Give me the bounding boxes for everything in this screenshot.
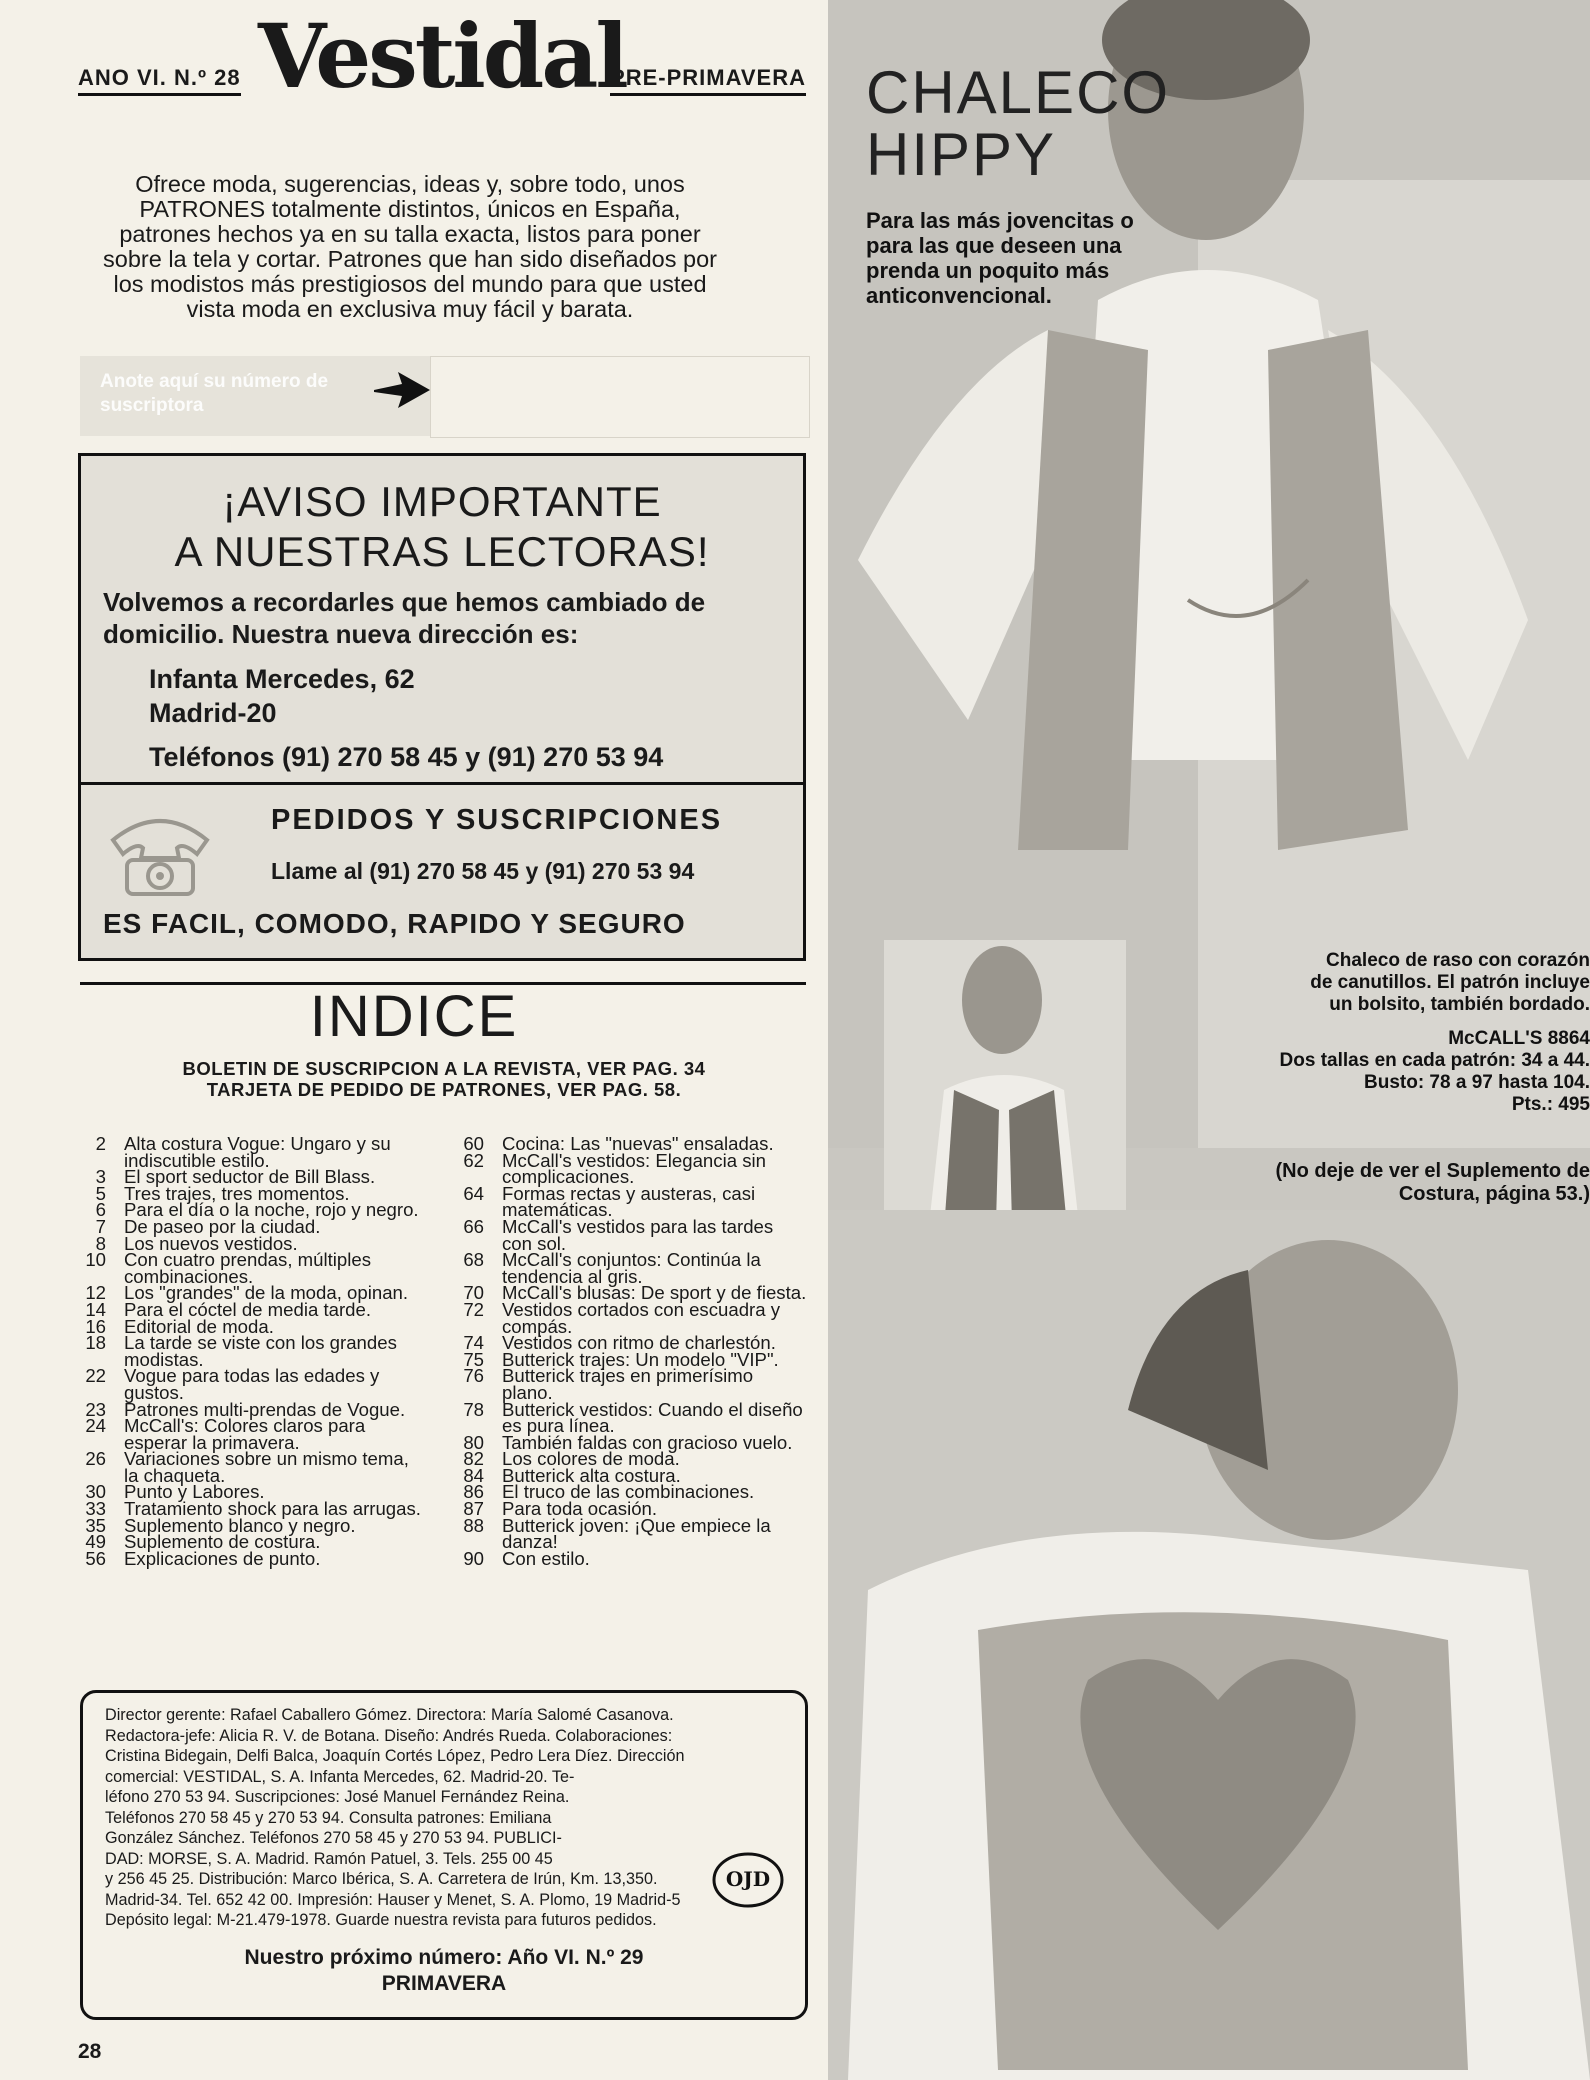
index-entry-page: 76 [463,1365,484,1387]
index-entry-page: 12 [85,1282,106,1304]
index-entry-page: 72 [463,1298,484,1320]
index-entry-text: De paseo por la ciudad. [124,1215,321,1237]
index-entry [456,1249,808,1287]
notice-phones: Teléfonos (91) 270 58 45 y (91) 270 53 94 [149,742,664,772]
index-entry-text: Vestidos cortados con escuadra y compás. [502,1298,781,1337]
index-entry-page: 84 [463,1464,484,1486]
supplement-note-line-2: Costura, página 53.) [1398,1183,1590,1205]
index-entry-text: Formas rectas y austeras, casi matemáticas. [502,1182,756,1221]
index-entry-text: La tarde se viste con los grandes modistas. [124,1332,397,1370]
index-entry-page: 60 [463,1133,484,1154]
feature-title-line-2: HIPPY [866,121,1057,188]
address-street: Infanta Mercedes, 62 [149,664,415,694]
index-entry-page: 30 [85,1481,106,1503]
index-column-1 [78,1133,428,1569]
index-entry-text: El sport seductor de Bill Blass. [124,1166,376,1188]
pattern-bust: Busto: 78 a 97 hasta 104. [1364,1072,1590,1093]
credits-line: Director gerente: Rafael Caballero Gómez. Directora: María Salomé Casanova. [105,1706,674,1724]
credits-line: Teléfonos 270 58 45 y 270 53 94. Consulta patrones: Emiliana [105,1808,552,1827]
index-entry-text: Cocina: Las "nuevas" ensaladas. [502,1133,774,1154]
index-entry-page: 75 [463,1348,484,1370]
index-entry-page: 78 [463,1398,484,1420]
index-entry-text: Los "grandes" de la moda, opinan. [124,1282,409,1304]
index-entry-text: Butterick vestidos: Cuando el diseño es pura línea. [502,1398,803,1437]
credits-line: González Sánchez. Teléfonos 270 58 45 y 270 53 94. PUBLICI- [105,1829,562,1847]
index-entry-text: Butterick alta costura. [502,1464,681,1486]
index-entry-page: 22 [85,1365,106,1387]
credits-lines [105,1705,783,1931]
ojd-seal-icon [711,1851,785,1909]
notice-title-1: ¡AVISO IMPORTANTE [222,478,662,525]
index-entry [78,1133,428,1171]
index-entry-page: 74 [463,1332,484,1354]
caption-line-1: Chaleco de raso con corazón [1326,950,1590,971]
index-entry-text: Con cuatro prendas, múltiples combinaciones. [124,1249,372,1287]
credits-line: Depósito legal: M-21.479-1978. Guarde nuestra revista para futuros pedidos. [105,1911,657,1929]
notice-title-2: A NUESTRAS LECTORAS! [174,528,710,575]
season-label: PRE-PRIMAVERA [610,65,806,96]
arrow-right-icon [372,368,432,412]
index-entry-text: Punto y Labores. [124,1481,265,1503]
supplement-note-line-1: (No deje de ver el Suplemento de [1275,1160,1590,1182]
index-entry-page: 10 [85,1249,106,1271]
index-entry-page: 14 [85,1298,106,1320]
pattern-price: Pts.: 495 [1511,1094,1590,1115]
credits-line: léfono 270 53 94. Suscripciones: José Manuel Fernández Reina. [105,1788,570,1806]
index-entry-text: Butterick joven: ¡Que empiece la danza! [502,1514,771,1553]
index-entry-page: 88 [463,1514,484,1536]
notice-divider [81,782,803,785]
index-entry-page: 87 [463,1498,484,1520]
index-entry-page: 90 [463,1547,484,1569]
index-entry-page: 86 [463,1481,484,1503]
orders-heading: PEDIDOS Y SUSCRIPCIONES [271,804,723,836]
index-entry-page: 7 [95,1215,106,1237]
caption-line-2: de canutillos. El patrón incluye [1310,972,1590,993]
index-entry-text: Butterick trajes en primerísimo plano. [502,1365,754,1403]
index-entry [78,1332,428,1370]
index-entry-page: 49 [85,1531,106,1553]
index-entry [456,1298,808,1337]
credits-line: comercial: VESTIDAL, S. A. Infanta Mercedes, 62. Madrid-20. Te- [105,1767,575,1786]
index-entry-text: Suplemento de costura. [124,1531,321,1553]
notice-address [149,662,415,730]
address-city: Madrid-20 [149,698,277,728]
index-entry-page: 24 [85,1415,106,1437]
index-entry [456,1182,808,1221]
feature-subtitle: Para las más jovencitas o para las que deseen una prenda un poquito más anticonvencional. [866,208,1134,308]
index-entry-page: 18 [85,1332,106,1354]
index-entry-text: Suplemento blanco y negro. [124,1514,356,1536]
index-entry-text: Para el cóctel de media tarde. [124,1298,372,1320]
credits-box [80,1690,808,2020]
index-entry-text: Editorial de moda. [124,1315,274,1337]
masthead [78,4,806,108]
pattern-sizes: Dos tallas en cada patrón: 34 a 44. [1279,1050,1590,1071]
index-entry-page: 2 [95,1133,106,1154]
credits-line: DAD: MORSE, S. A. Madrid. Ramón Patuel, 3. Tels. 255 00 45 [105,1849,553,1868]
index-entry-page: 16 [85,1315,106,1337]
index-entry-text: Vestidos con ritmo de charlestón. [502,1332,776,1354]
intro-text: Ofrece moda, sugerencias, ideas y, sobre todo, unos PATRONES totalmente distintos, únicos en España, patrones hechos ya en su talla exacta, listos para poner sobre la tela y cortar. Patrones que han sido diseñados por los modistos más prestigiosos del mundo para que usted vista moda en exclusiva muy fácil y barata. [103,171,717,322]
index-entry-page: 5 [95,1182,106,1204]
index-entry [78,1365,428,1403]
important-notice [78,453,806,961]
index-entry-text: Los nuevos vestidos. [124,1232,298,1254]
right-column [828,0,1590,2080]
index-entry-page: 80 [463,1431,484,1453]
index-entry-text: Para el día o la noche, rojo y negro. [124,1199,419,1221]
pattern-number: McCALL'S 8864 [1448,1028,1590,1049]
ojd-seal-text: OJD [725,1867,771,1891]
subscription-note: BOLETIN DE SUSCRIPCION A LA REVISTA, VER PAG. 34 [182,1058,706,1079]
next-issue [83,1945,805,1997]
index-entry-page: 23 [85,1398,106,1420]
next-issue-season: PRIMAVERA [381,1972,507,1995]
index-entry-page: 64 [463,1182,484,1204]
notice-body: Volvemos a recordarles que hemos cambiado de domicilio. Nuestra nueva dirección es: [103,587,706,649]
index-entry-text: Para toda ocasión. [502,1498,658,1520]
index-entry [456,1547,808,1569]
index-entry-text: También faldas con gracioso vuelo. [502,1431,793,1453]
next-issue-number: Nuestro próximo número: Año VI. N.º 29 [244,1946,644,1969]
index-entry-page: 68 [463,1249,484,1271]
credits-line: Cristina Bidegain, Delfi Balca, Joaquín Cortés López, Pedro Lera Díez. Dirección [105,1747,685,1765]
credits-line: Madrid-34. Tel. 652 42 00. Impresión: Hauser y Menet, S. A. Plomo, 19 Madrid-5 [105,1890,681,1909]
index-entry-page: 33 [85,1498,106,1520]
index-entry-text: Con estilo. [502,1547,590,1569]
telephone-icon [105,802,215,902]
index-column-2 [456,1133,808,1569]
index-entry-text: Butterick trajes: Un modelo "VIP". [502,1348,779,1370]
index-entry-text: McCall's blusas: De sport y de fiesta. [502,1282,807,1304]
index-entry [456,1215,808,1254]
supplement-note [1150,1160,1590,1206]
subscriber-hint: Anote aquí su número de suscriptora [100,371,329,416]
index-entry-page: 56 [85,1547,106,1569]
index-entry-text: Variaciones sobre un mismo tema, la chaqueta. [124,1448,409,1486]
index-entry-text: McCall's conjuntos: Continúa la tendencia al gris. [502,1249,761,1287]
index-entry-page: 6 [95,1199,106,1221]
index-entry-text: Tres trajes, tres momentos. [124,1182,350,1204]
index-notes [80,1058,808,1100]
index-entry-text: El truco de las combinaciones. [502,1481,755,1503]
index-entry-page: 70 [463,1282,484,1304]
index-entry [78,1249,428,1287]
index-entry-text: McCall's vestidos para las tardes con sol. [502,1215,774,1254]
notice-tagline: ES FACIL, COMODO, RAPIDO Y SEGURO [103,908,686,939]
index-entry-text: Patrones multi-prendas de Vogue. [124,1398,406,1420]
index-entry-text: Explicaciones de punto. [124,1547,321,1569]
orders-phones: Llame al (91) 270 58 45 y (91) 270 53 94 [271,858,695,884]
credits-line: y 256 45 25. Distribución: Marco Ibérica, S. A. Carretera de Irún, Km. 13,350. [105,1870,658,1888]
index-entry-page: 35 [85,1514,106,1536]
index-entry-text: Vogue para todas las edades y gustos. [124,1365,380,1403]
index-entry-page: 66 [463,1215,484,1237]
index-entry [456,1514,808,1553]
issue-number: ANO VI. N.º 28 [78,65,241,96]
page-number: 28 [78,2040,102,2063]
index-entry-page: 3 [95,1166,106,1188]
index-entry [456,1398,808,1437]
feature-title [866,59,1171,188]
model-photo-back [828,1210,1590,2080]
credits-line: Redactora-jefe: Alicia R. V. de Botana. Diseño: Andrés Rueda. Colaboraciones: [105,1726,673,1745]
subscriber-box [80,356,808,436]
subscriber-number-field[interactable] [430,356,810,438]
index-entry [456,1365,808,1403]
index-entry-text: Tratamiento shock para las arrugas. [124,1498,421,1520]
index-entry-text: McCall's vestidos: Elegancia sin complicaciones. [502,1149,766,1188]
caption-line-3: un bolsito, también bordado. [1329,994,1590,1015]
index-entry [78,1415,428,1453]
feature-caption [1130,950,1590,1116]
feature-title-line-1: CHALECO [866,59,1171,126]
magazine-logo: Vestidal [258,4,626,108]
index-entry-text: McCall's: Colores claros para esperar la primavera. [124,1415,366,1453]
index-entry [456,1149,808,1188]
index-entry-page: 26 [85,1448,106,1470]
pattern-order-note: TARJETA DE PEDIDO DE PATRONES, VER PAG. 58. [206,1079,682,1100]
index-entry-text: Alta costura Vogue: Ungaro y su indiscutible estilo. [124,1133,391,1171]
index-entry-page: 82 [463,1448,484,1470]
index-entry [78,1448,428,1486]
index-entry [78,1547,428,1569]
index-entry-page: 62 [463,1149,484,1171]
index-entry-text: Los colores de moda. [502,1448,680,1470]
index-entry-page: 8 [95,1232,106,1254]
index-title: INDICE [309,984,519,1049]
